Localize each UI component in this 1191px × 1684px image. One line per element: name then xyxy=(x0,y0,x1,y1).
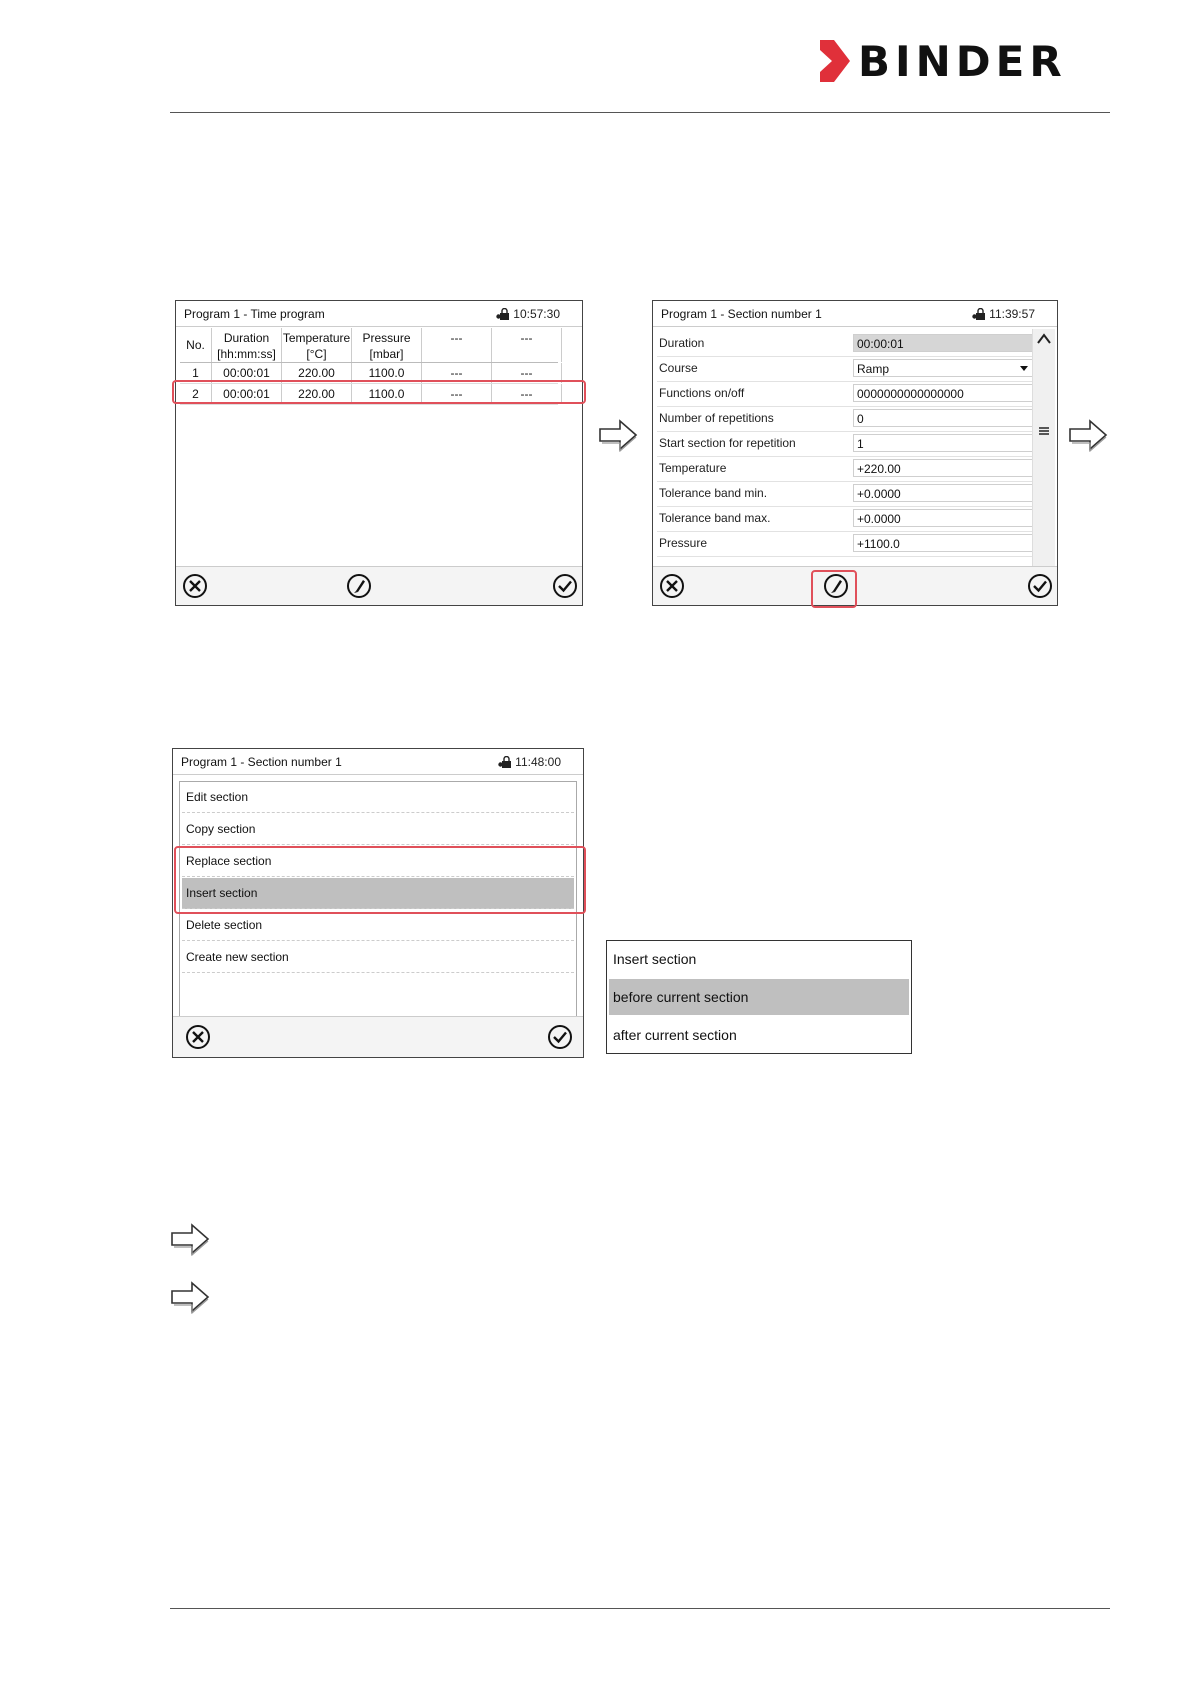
menu-item-delete-section[interactable]: Delete section xyxy=(182,910,574,941)
arrow-right-icon xyxy=(170,1222,210,1256)
field-tolerance-max xyxy=(657,506,1037,532)
col-pressure: Pressure [mbar] xyxy=(352,328,422,362)
edit-icon[interactable] xyxy=(346,573,372,599)
field-tolerance-min xyxy=(657,481,1037,507)
binder-logo xyxy=(820,36,1067,86)
cell: 220.00 xyxy=(282,384,352,404)
insert-section-popup xyxy=(606,940,912,1054)
col-empty-1: --- xyxy=(422,328,492,362)
section-form-screen xyxy=(652,300,1058,606)
screen1-titlebar xyxy=(176,301,582,327)
field-temperature xyxy=(657,456,1037,482)
field-label: Tolerance band max. xyxy=(659,511,771,525)
cell: --- xyxy=(422,363,492,383)
lock-icon xyxy=(498,756,512,768)
menu-item-insert-section[interactable]: Insert section xyxy=(182,878,574,909)
tolerance-min-input[interactable]: +0.0000 xyxy=(853,484,1033,502)
screen2-clock xyxy=(972,307,1035,321)
confirm-icon[interactable] xyxy=(552,573,578,599)
screen1-bottombar xyxy=(176,566,582,605)
menu-highlight xyxy=(174,846,586,914)
popup-title: Insert section xyxy=(613,951,697,967)
arrow-right-icon xyxy=(170,1280,210,1314)
arrow-right-icon xyxy=(1068,418,1108,452)
field-label: Pressure xyxy=(659,536,708,550)
field-label: Tolerance band min. xyxy=(659,486,768,500)
menu-item-edit-section[interactable]: Edit section xyxy=(182,782,574,813)
menu-item-create-new-section[interactable]: Create new section xyxy=(182,942,574,973)
screen3-titlebar xyxy=(173,749,583,775)
screen2-time: 11:39:57 xyxy=(989,306,1035,321)
col-empty-2: --- xyxy=(492,328,562,362)
chevron-up-icon[interactable] xyxy=(1037,333,1051,345)
screen2-titlebar xyxy=(653,301,1057,327)
program-table-screen xyxy=(175,300,583,606)
lock-icon xyxy=(972,308,986,320)
field-start-section xyxy=(657,431,1037,457)
option-after-current-section[interactable]: after current section xyxy=(613,1027,737,1043)
cell: 00:00:01 xyxy=(212,384,282,404)
field-course xyxy=(657,356,1037,382)
col-duration: Duration [hh:mm:ss] xyxy=(212,328,282,362)
logo-text: BINDER xyxy=(858,36,1067,86)
field-label: Number of repetitions xyxy=(659,411,774,425)
field-repetitions xyxy=(657,406,1037,432)
cell: 1100.0 xyxy=(352,384,422,404)
screen2-title: Program 1 - Section number 1 xyxy=(661,306,822,321)
dropdown-icon xyxy=(1020,366,1028,371)
course-select[interactable] xyxy=(853,359,1033,377)
temperature-input[interactable]: +220.00 xyxy=(853,459,1033,477)
screen3-bottombar xyxy=(173,1016,583,1057)
field-functions xyxy=(657,381,1037,407)
close-icon[interactable] xyxy=(185,1024,211,1050)
duration-input[interactable]: 00:00:01 xyxy=(853,334,1033,352)
cell: --- xyxy=(492,384,562,404)
confirm-icon[interactable] xyxy=(1027,573,1053,599)
cell: 00:00:01 xyxy=(212,363,282,383)
screen3-time: 11:48:00 xyxy=(515,754,561,769)
close-icon[interactable] xyxy=(182,573,208,599)
cell: 1 xyxy=(180,363,212,383)
edit-button-highlight xyxy=(811,570,857,608)
screen1-time: 10:57:30 xyxy=(513,306,560,321)
screen1-title: Program 1 - Time program xyxy=(184,306,325,321)
table-header xyxy=(180,328,558,363)
menu-item-copy-section[interactable]: Copy section xyxy=(182,814,574,845)
field-duration xyxy=(657,331,1037,357)
functions-input[interactable]: 0000000000000000 xyxy=(853,384,1033,402)
screen3-title: Program 1 - Section number 1 xyxy=(181,754,342,769)
cell: --- xyxy=(422,384,492,404)
scrollbar[interactable] xyxy=(1032,329,1055,584)
cell: 1100.0 xyxy=(352,363,422,383)
field-label: Course xyxy=(659,361,698,375)
tolerance-max-input[interactable]: +0.0000 xyxy=(853,509,1033,527)
footer-rule xyxy=(170,1608,1110,1609)
pressure-input[interactable]: +1100.0 xyxy=(853,534,1033,552)
menu-item-replace-section[interactable]: Replace section xyxy=(182,846,574,877)
field-label: Start section for repetition xyxy=(659,436,796,450)
field-label: Functions on/off xyxy=(659,386,745,400)
row-highlight xyxy=(172,380,586,404)
field-label: Duration xyxy=(659,336,705,350)
field-label: Temperature xyxy=(659,461,727,475)
col-no: No. xyxy=(180,328,212,362)
cell: --- xyxy=(492,363,562,383)
cell: 220.00 xyxy=(282,363,352,383)
course-value: Ramp xyxy=(857,362,890,376)
screen1-clock xyxy=(496,307,560,321)
header-rule xyxy=(170,112,1110,113)
start-section-input[interactable]: 1 xyxy=(853,434,1033,452)
screen3-clock xyxy=(498,755,561,769)
arrow-right-icon xyxy=(598,418,638,452)
field-pressure xyxy=(657,531,1037,557)
repetitions-input[interactable]: 0 xyxy=(853,409,1033,427)
scroll-handle-icon[interactable] xyxy=(1037,425,1051,437)
option-before-current-section[interactable]: before current section xyxy=(609,979,909,1015)
confirm-icon[interactable] xyxy=(547,1024,573,1050)
col-temperature: Temperature [°C] xyxy=(282,328,352,362)
cell: 2 xyxy=(180,384,212,404)
close-icon[interactable] xyxy=(659,573,685,599)
lock-icon xyxy=(496,308,510,320)
binder-logo-icon xyxy=(820,40,850,82)
